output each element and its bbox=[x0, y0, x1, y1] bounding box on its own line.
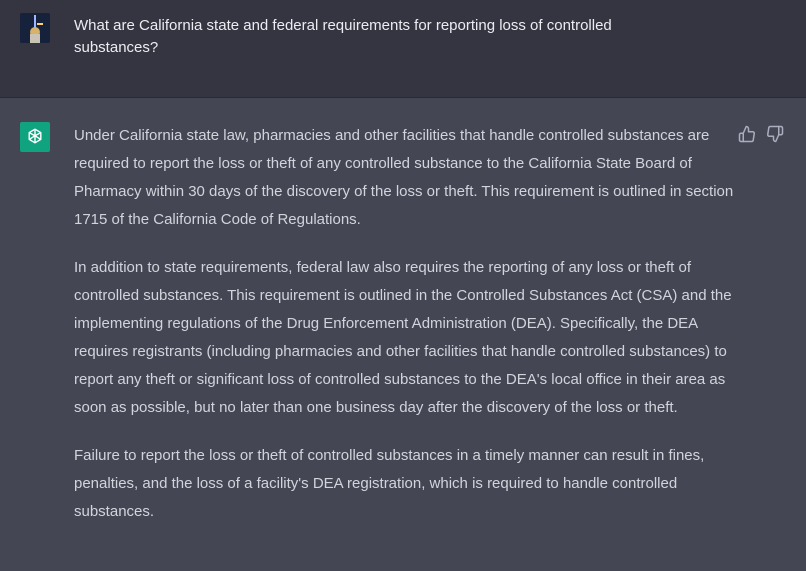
assistant-message-text bbox=[74, 122, 734, 546]
thumbs-down-icon[interactable] bbox=[766, 125, 784, 143]
assistant-message-row bbox=[0, 98, 806, 571]
thumbs-up-icon[interactable] bbox=[738, 125, 756, 143]
user-avatar bbox=[20, 13, 50, 43]
user-message-row bbox=[0, 0, 806, 98]
answer-paragraph: In addition to state requirements, federal law also requires the reporting of any loss or theft of controlled substances. This requirement is outlined in the Controlled Substances Act (CSA) and the implementing regulations of the Drug Enforcement Administration (DEA). Specifically, the DEA requires registrants (including pharmacies and other facilities that handle controlled substances) to report any theft or significant loss of controlled substances to the DEA's local office in their area as soon as possible, but no later than one business day after the discovery of the loss or theft. bbox=[74, 259, 732, 416]
answer-paragraph: Under California state law, pharmacies and other facilities that handle controlled substances are required to report the loss or theft of any controlled substance to the California State Board of Pharmacy within 30 days of the discovery of the loss or theft. This requirement is outlined in section 1715 of the California Code of Regulations. bbox=[74, 127, 734, 228]
openai-logo-icon bbox=[20, 122, 50, 152]
answer-paragraph: Failure to report the loss or theft of controlled substances in a timely manner can result in fines, penalties, and the loss of a facility's DEA registration, which is required to handle controlled substances. bbox=[74, 447, 705, 520]
user-message-text: What are California state and federal requirements for reporting loss of controlled substances? bbox=[74, 17, 612, 56]
